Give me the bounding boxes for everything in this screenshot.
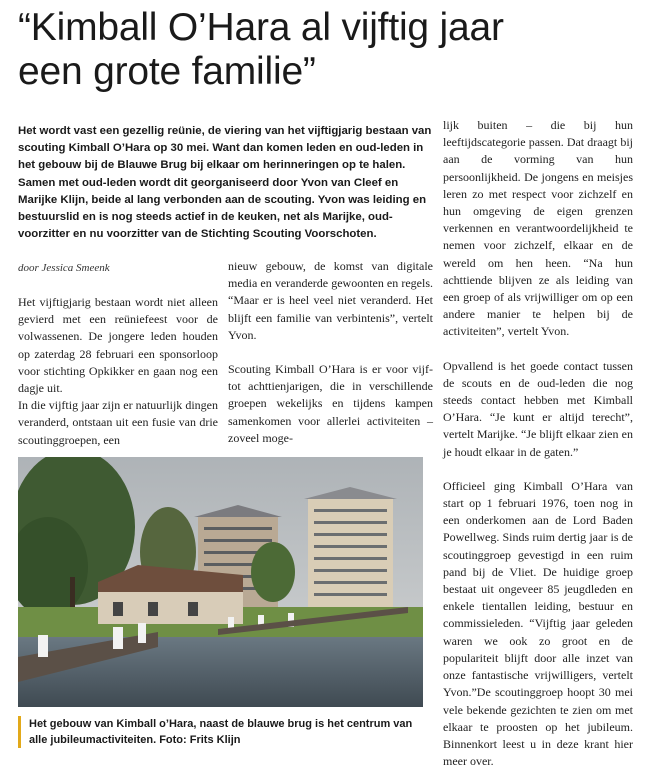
- column3-paragraph-2: Opvallend is het goede contact tussen de scouts en de oud-leden die nog steeds contact hebben met Kimball O’Hara. “Je kunt er altijd terecht”, vertelt Marijke. “Je blijft elkaar zien en je houdt elkaar in de gaten.”: [443, 358, 633, 459]
- photo-scouting-building-by-canal: [18, 457, 423, 707]
- article-photo: [18, 457, 423, 707]
- column2-paragraph-2: Scouting Kimball O’Hara is er voor vijf- tot achttienjarigen, die in verschillende groepen wekelijks en tijdens kampen samenkomen voor allerlei activiteiten – zoveel moge-: [228, 362, 433, 445]
- column3-paragraph-3: Officieel ging Kimball O’Hara van start op 1 februari 1976, toen nog in een onderkomen aan de Lord Baden Powellweg. Sinds ruim dertig jaar is de scoutinggroep gevestigd in een ruim pand bij de Vliet. De huidige groep bestaat uit ongeveer 85 jeugdleden en enkele tientallen leiding, bestuur en commissieleden. “Vijftig jaar geleden waren we ook zo groot en de populariteit blijft door alle inzet van onze fantastische vrijwilligers, vertelt Yvon.”De scoutinggroep hoopt 30 mei vele bekende gezichten te zien om met elkaar te proosten op het jubileum. Binnenkort leest u in deze krant hier meer over.: [443, 478, 633, 769]
- scouting-building: [98, 565, 243, 624]
- apartment-tower-right: [304, 487, 397, 619]
- headline-line-2: een grote familie”: [18, 50, 316, 93]
- article-column-1: [18, 294, 218, 449]
- column1-paragraph-1: Het vijftigjarig bestaan wordt niet alleen gevierd met een reüniefeest voor de volwassenen. De jongere leden houden op zaterdag 28 februari een sponsorloop voor stichting Opkikker en gaan nog een dagje uit.: [18, 295, 218, 396]
- column2-paragraph-1: nieuw gebouw, de komst van digitale media en veranderde gewoonten en regels. “Maar er is heel veel niet veranderd. Het blijft een familie van verbintenis”, vertelt Yvon.: [228, 259, 433, 342]
- headline-line-1: “Kimball O’Hara al vijftig jaar: [18, 6, 504, 49]
- article-column-2: [228, 258, 433, 447]
- article-byline: door Jessica Smeenk: [18, 262, 110, 274]
- column1-paragraph-2: In die vijftig jaar zijn er natuurlijk dingen veranderd, ontstaan uit een fusie van drie scoutinggroepen, een: [18, 398, 218, 447]
- photo-caption: Het gebouw van Kimball o’Hara, naast de blauwe brug is het centrum van alle jubileumactiviteiten. Foto: Frits Klijn: [18, 716, 423, 748]
- article-headline: [18, 6, 633, 94]
- article-column-3: [443, 117, 633, 770]
- column3-paragraph-1: lijk buiten – die bij hun leeftijdscategorie passen. Dat draagt bij aan de vorming van hun persoonlijkheid. De jongens en meisjes leren zo met respect voor zichzelf en hun omgeving de eigen grenzen verkennen en verantwoordelijkheid te nemen voor zichzelf, elkaar en de wereld om hen heen. “Na hun achttiende blijven ze als leiding van een groep of als vrijwilliger om op een andere manier te helpen bij de activiteiten”, vertelt Yvon.: [443, 118, 633, 339]
- article-lead: Het wordt vast een gezellig reünie, de viering van het vijftigjarig bestaan van scouting Kimball O’Hara op 30 mei. Want dan komen leden en oud-leden in het gebouw bij de Blauwe Brug bij elkaar om herinneringen op te halen. Samen met oud-leden wordt dit georganiseerd door Yvon van Cleef en Marijke Klijn, beide al lang verbonden aan de scouting. Yvon was leiding en bestuurslid en is nog steeds actief in de keuken, net als Marijke, oud-voorzitter en nu voorzitter van de Stichting Scouting Voorschoten.: [18, 125, 432, 241]
